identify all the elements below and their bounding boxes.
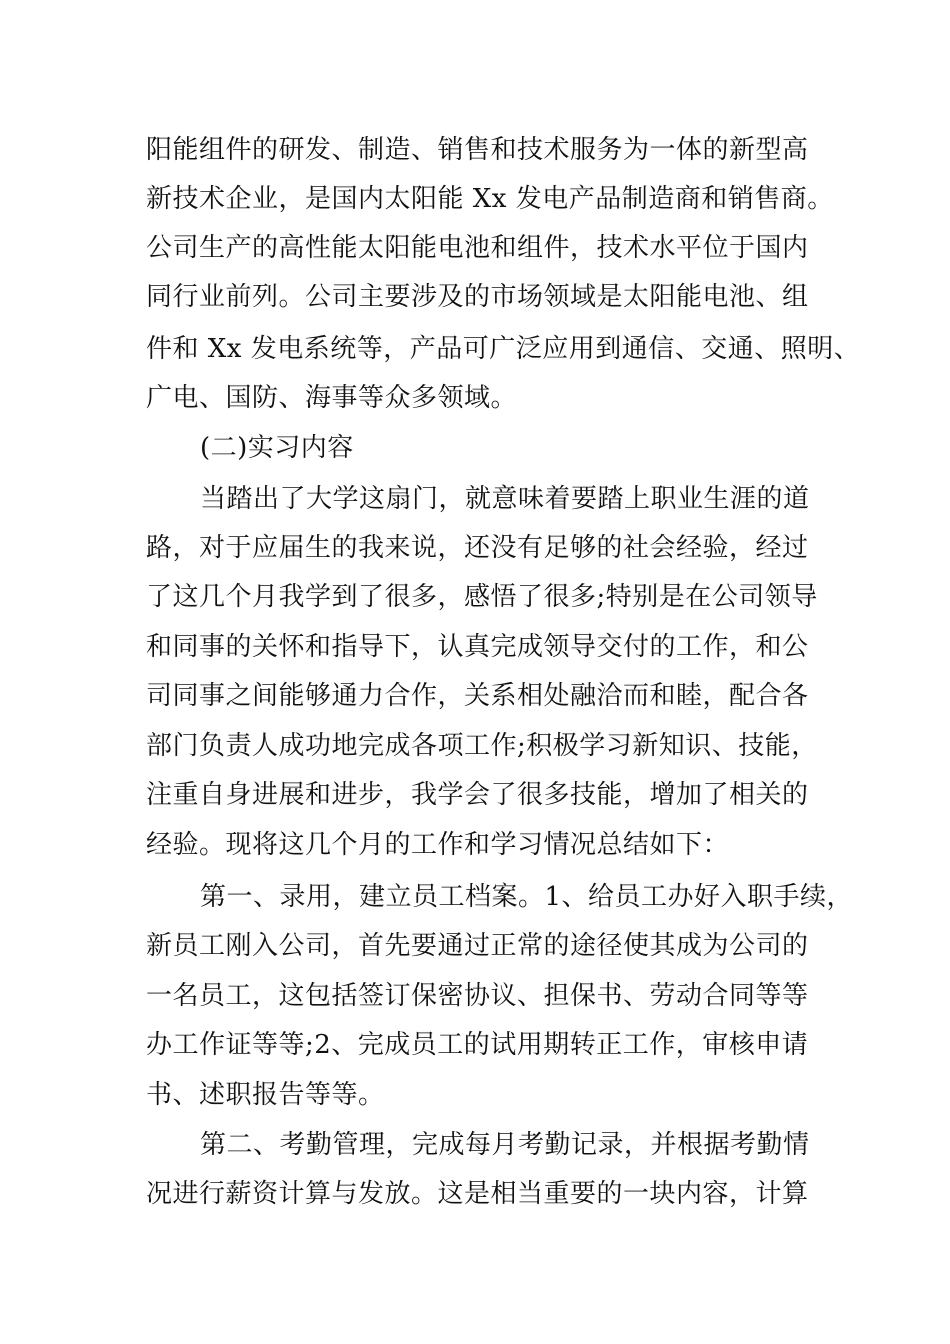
body-text-line: 新员工刚入公司，首先要通过正常的途径使其成为公司的 bbox=[146, 931, 809, 961]
body-text-line: 了这几个月我学到了很多，感悟了很多;特别是在公司领导 bbox=[146, 582, 818, 612]
body-text-line: 同行业前列。公司主要涉及的市场领域是太阳能电池、组 bbox=[146, 282, 809, 312]
body-text-line: 第一、录用，建立员工档案。1、给员工办好入职手续， bbox=[200, 882, 854, 912]
body-text-line: 注重自身进展和进步，我学会了很多技能，增加了相关的 bbox=[146, 780, 809, 810]
body-text-line: 广电、国防、海事等众多领域。 bbox=[146, 383, 518, 413]
section-heading: (二)实习内容 bbox=[200, 433, 354, 463]
body-text-line: 书、述职报告等等。 bbox=[146, 1080, 385, 1110]
body-text-line: 一名员工，这包括签订保密协议、担保书、劳动合同等等 bbox=[146, 981, 809, 1011]
body-text-line: 办工作证等等;2、完成员工的试用期转正工作，审核申请 bbox=[146, 1030, 809, 1060]
body-text-line: 件和 Xx 发电系统等，产品可广泛应用到通信、交通、照明、 bbox=[146, 334, 861, 364]
body-text-line: 当踏出了大学这扇门，就意味着要踏上职业生涯的道 bbox=[200, 484, 810, 514]
body-text-line: 阳能组件的研发、制造、销售和技术服务为一体的新型高 bbox=[146, 135, 809, 165]
body-text-line: 经验。现将这几个月的工作和学习情况总结如下： bbox=[146, 830, 730, 860]
body-text-line: 路，对于应届生的我来说，还没有足够的社会经验，经过 bbox=[146, 533, 809, 563]
body-text-line: 况进行薪资计算与发放。这是相当重要的一块内容，计算 bbox=[146, 1179, 809, 1209]
body-text-line: 和同事的关怀和指导下，认真完成领导交付的工作，和公 bbox=[146, 632, 809, 662]
body-text-line: 部门负责人成功地完成各项工作;积极学习新知识、技能， bbox=[146, 731, 818, 761]
body-text-line: 新技术企业，是国内太阳能 Xx 发电产品制造商和销售商。 bbox=[146, 184, 834, 214]
body-text-line: 公司生产的高性能太阳能电池和组件，技术水平位于国内 bbox=[146, 233, 809, 263]
body-text-line: 司同事之间能够通力合作，关系相处融洽而和睦，配合各 bbox=[146, 681, 809, 711]
body-text-line: 第二、考勤管理，完成每月考勤记录，并根据考勤情 bbox=[200, 1130, 810, 1160]
